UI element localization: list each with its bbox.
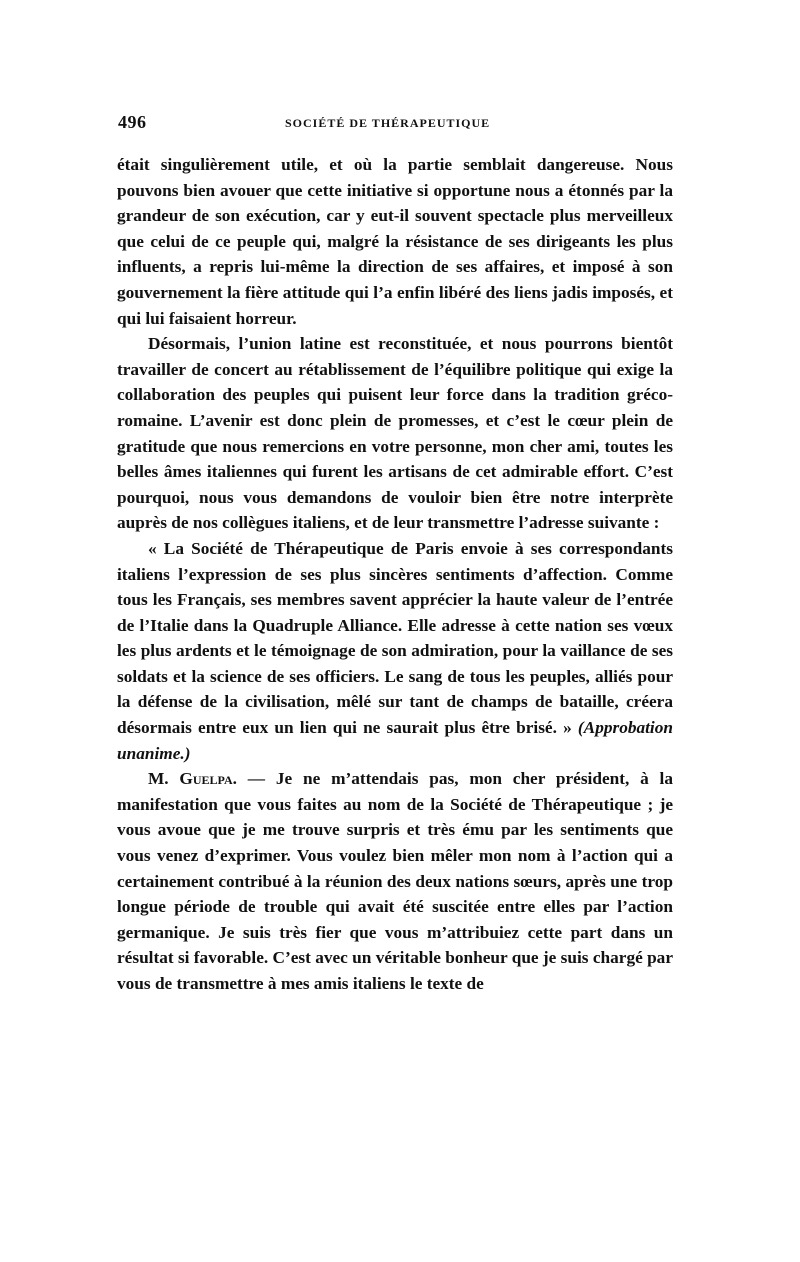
paragraph-2: Désormais, l’union latine est reconstituée, et nous pourrons bientôt travailler de concert au rétablissement de l’équilibre politique qui exige la collaboration des peuples qui puisent leur force dans la tradition gréco-romaine. L’avenir est donc plein de promesses, et c’est le cœur plein de gratitude que nous remercions en votre personne, mon cher ami, toutes les belles âmes italiennes qui furent les artisans de cet admirable effort. C’est pourquoi, nous vous demandons de vouloir bien être notre interprète auprès de nos collègues italiens, et de leur transmettre l’adresse suivante :	[117, 334, 673, 533]
body-text	[117, 152, 673, 997]
paragraph-1: était singulièrement utile, et où la partie semblait dangereuse. Nous pouvons bien avouer que cette initiative si opportune nous a étonnés par la grandeur de son exécution, car y eut-il souvent spectacle plus merveilleux que celui de ce peuple qui, malgré la résistance de ses dirigeants les plus influents, a repris lui-même la direction de ses affaires, et imposé à son gouvernement la fière attitude qui l’a enfin libéré des liens jadis imposés, et qui lui faisaient horreur.	[117, 155, 673, 328]
speaker-name: M. Guelpa.	[148, 769, 237, 789]
page-number: 496	[118, 112, 147, 132]
running-head: SOCIÉTÉ DE THÉRAPEUTIQUE	[285, 116, 491, 130]
page-header	[117, 112, 673, 142]
address-paragraph	[117, 536, 673, 766]
address-text: « La Société de Thérapeutique de Paris envoie à ses correspondants italiens l’expression de ses plus sincères sentiments d’affection. Comme tous les Français, ses membres savent apprécier la haute valeur de l’entrée de l’Italie dans la Quadruple Alliance. Elle adresse à cette nation ses vœux les plus ardents et le témoignage de son admiration, pour la vaillance de ses soldats et la science de ses officiers. Le sang de tous les peuples, alliés pour la défense de la civilisation, mêlé sur tant de champs de bataille, créera désormais entre eux un lien qui ne saurait plus être brisé. »	[117, 538, 673, 738]
document-page	[117, 112, 673, 997]
speaker-paragraph	[117, 766, 673, 996]
approbation-note: (Approbation unanime.)	[117, 718, 673, 763]
speaker-text: — Je ne m’attendais pas, mon cher président, à la manifestation que vous faites au nom de la Société de Thérapeutique ; je vous avoue que je me trouve surpris et très ému par les sentiments que vous venez d’exprimer. Vous voulez bien mêler mon nom à l’action qui a certainement contribué à la réunion des deux nations sœurs, après une trop longue période de trouble qui avait été suscitée entre elles par l’action germanique. Je suis très fier que vous m’attribuiez cette part dans un résultat si favorable. C’est avec un véritable bonheur que je suis chargé par vous de transmettre à mes amis italiens le texte de	[117, 769, 674, 993]
